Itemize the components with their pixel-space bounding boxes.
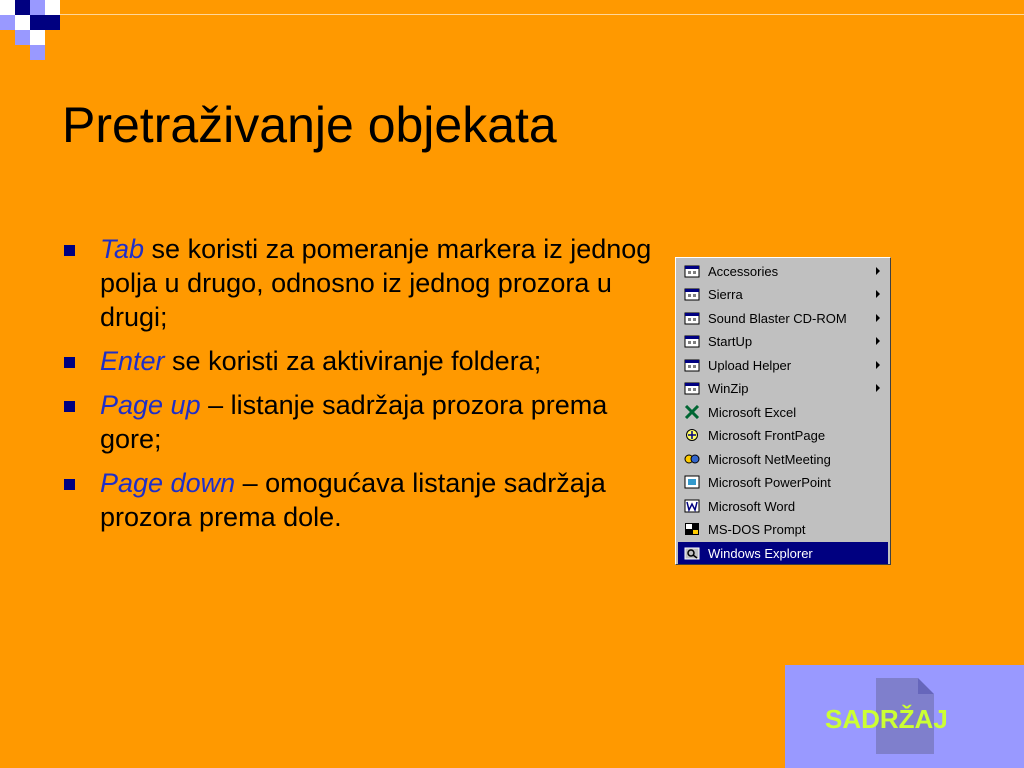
decor-square [45, 0, 60, 15]
netmeeting-icon [684, 452, 700, 466]
bullet-square-icon [64, 245, 75, 256]
bullet-item [64, 466, 664, 534]
bullet-keyword: Page down [100, 468, 236, 498]
bullet-text: se koristi za pomeranje markera iz jednog polja u drugo, odnosno iz jednog prozora u drugi; [100, 234, 652, 332]
bullet-keyword: Tab [100, 234, 145, 264]
slide-title: Pretraživanje objekata [62, 97, 557, 153]
menu-item-microsoft-excel[interactable] [678, 401, 888, 423]
menu-item-ms-dos-prompt[interactable] [678, 518, 888, 540]
decor-square [15, 0, 30, 15]
msdos-icon [684, 522, 700, 536]
top-decoration-line [60, 14, 1024, 15]
decor-square [15, 30, 30, 45]
menu-item-label: Sound Blaster CD-ROM [708, 310, 847, 326]
menu-item-sound-blaster[interactable] [678, 307, 888, 329]
menu-item-sierra[interactable] [678, 283, 888, 305]
bullet-item [64, 388, 664, 456]
menu-item-label: Accessories [708, 263, 779, 279]
bullet-square-icon [64, 401, 75, 412]
menu-item-label: Windows Explorer [708, 545, 813, 561]
bullet-keyword: Enter [100, 346, 165, 376]
menu-item-microsoft-frontpage[interactable] [678, 424, 888, 446]
submenu-arrow-icon [876, 361, 880, 369]
explorer-icon [684, 546, 700, 560]
decor-square [0, 15, 15, 30]
powerpoint-icon [684, 475, 700, 489]
submenu-arrow-icon [876, 337, 880, 345]
bullet-text: se koristi za aktiviranje foldera; [164, 346, 542, 376]
program-group-icon [684, 311, 700, 325]
decor-square [15, 15, 30, 30]
menu-item-label: MS-DOS Prompt [708, 521, 806, 537]
menu-item-label: WinZip [708, 380, 749, 396]
bullet-keyword: Page up [100, 390, 201, 420]
menu-item-microsoft-word[interactable] [678, 495, 888, 517]
menu-item-label: Microsoft FrontPage [708, 427, 826, 443]
menu-item-label: Upload Helper [708, 357, 792, 373]
program-group-icon [684, 334, 700, 348]
menu-item-windows-explorer[interactable] [678, 542, 888, 564]
menu-item-winzip[interactable] [678, 377, 888, 399]
top-decoration-bar [0, 0, 1024, 15]
bullet-text: – omogućava listanje sadržaja prozora prema dole. [100, 468, 606, 532]
program-group-icon [684, 287, 700, 301]
programs-menu [675, 257, 891, 565]
menu-item-label: StartUp [708, 333, 753, 349]
contents-nav-label[interactable]: SADRŽAJ [825, 704, 948, 734]
excel-icon [684, 405, 700, 419]
bullet-item [64, 344, 664, 378]
menu-item-microsoft-powerpoint[interactable] [678, 471, 888, 493]
bullet-item [64, 232, 664, 334]
menu-item-label: Microsoft Word [708, 498, 796, 514]
submenu-arrow-icon [876, 267, 880, 275]
bullet-text: – listanje sadržaja prozora prema gore; [100, 390, 608, 454]
menu-item-label: Microsoft NetMeeting [708, 451, 831, 467]
submenu-arrow-icon [876, 314, 880, 322]
program-group-icon [684, 264, 700, 278]
decor-square [30, 15, 45, 30]
frontpage-icon [684, 428, 700, 442]
document-fold [918, 678, 934, 694]
program-group-icon [684, 381, 700, 395]
bullet-square-icon [64, 479, 75, 490]
decor-square [30, 45, 45, 60]
bullet-square-icon [64, 357, 75, 368]
menu-item-microsoft-netmeeting[interactable] [678, 448, 888, 470]
program-group-icon [684, 358, 700, 372]
menu-item-startup[interactable] [678, 330, 888, 352]
submenu-arrow-icon [876, 290, 880, 298]
menu-item-label: Microsoft PowerPoint [708, 474, 831, 490]
decor-square [45, 15, 60, 30]
decor-square [0, 0, 15, 15]
menu-item-label: Sierra [708, 286, 743, 302]
menu-item-upload-helper[interactable] [678, 354, 888, 376]
word-icon [684, 499, 700, 513]
menu-item-label: Microsoft Excel [708, 404, 797, 420]
bullet-list [64, 232, 664, 544]
decor-square [30, 0, 45, 15]
submenu-arrow-icon [876, 384, 880, 392]
menu-item-accessories[interactable] [678, 260, 888, 282]
decor-square [30, 30, 45, 45]
